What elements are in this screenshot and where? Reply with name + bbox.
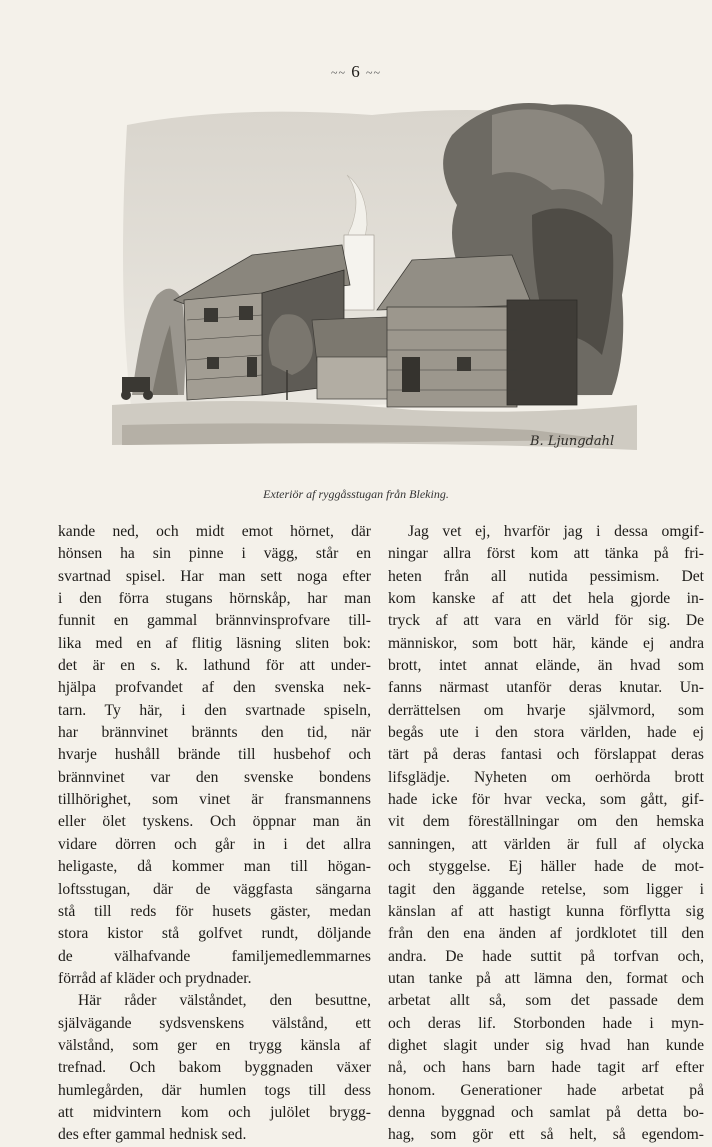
text-line: tagit den äggande retelse, som ligger i (388, 880, 704, 898)
text-line: heligaste, då kommer man till högan- (58, 858, 371, 876)
text-line: lifsglädje. Nyheten om oerhörda brott (388, 768, 704, 786)
text-line: ningar allra först kom att tänka på fri- (388, 545, 704, 563)
text-line: hönsen ha sin pinne i vägg, står en (58, 545, 371, 563)
text-line: människor, som bott här, kände ej andra (388, 634, 704, 652)
text-line: stora kistor stå golfvet rundt, döljande (58, 925, 371, 943)
text-line: hade icke för hvar vecka, som gått, gif- (388, 791, 704, 809)
text-line: denna byggnad och samlat på detta bo- (388, 1103, 704, 1121)
text-line: i den förra stugans hörnskåp, har man (58, 590, 371, 608)
text-line: vit dem föreställningar om den hemska (388, 813, 704, 831)
text-line: heten från all nutida pessimism. Det (388, 567, 704, 585)
ornament-right: ~~ (366, 65, 381, 80)
text-line: loftsstugan, där de väggfasta sängarna (58, 880, 371, 898)
text-line: hjälpa profvandet af den svenska nek- (58, 679, 371, 697)
text-line: kom kanske af att det hela gjorde in- (388, 590, 704, 608)
text-line: och deras lif. Storbonden hade i myn- (388, 1014, 704, 1032)
text-line: att midvintern kom och julölet brygg- (58, 1103, 371, 1121)
text-line: trefnad. Och bakom byggnaden växer (58, 1059, 371, 1077)
text-line: utan tanke på att lämna den, format och (388, 969, 704, 987)
text-line: hvarje hushåll brände till husbehof och (58, 746, 371, 764)
page-number: 6 (351, 62, 361, 81)
text-line: tryck af att vara en värld för sig. De (388, 612, 704, 630)
left-column (58, 521, 371, 1147)
text-line: Här råder välståndet, den besuttne, (78, 992, 371, 1010)
text-line: dighet slagit under sig hvad han kunde (388, 1036, 704, 1054)
text-line: humlegården, där humlen togs till dess (58, 1081, 371, 1099)
text-line: det är en s. k. lathund för att under- (58, 657, 371, 675)
text-line: fanns närmast utanför deras knutar. Un- (388, 679, 704, 697)
ornament-left: ~~ (331, 65, 346, 80)
text-line: de välhafvande familjemedlemmarnes (58, 947, 371, 965)
text-line: nå, och hans barn hade tagit arf efter (388, 1059, 704, 1077)
text-line: Jag vet ej, hvarför jag i dessa omgif- (408, 523, 704, 540)
text-line: välstånd, som ger en trygg känsla af (58, 1036, 371, 1054)
right-column (388, 521, 704, 1147)
text-line: brännvinet var den svenske bondens (58, 768, 371, 786)
text-line: självägande sydsvenskens välstånd, ett (58, 1014, 371, 1032)
text-line: tärt på deras fantasi och förslappat deras (388, 746, 704, 764)
text-line: brott, intet annat elände, än hvad som (388, 657, 704, 675)
text-line: vidare dörren och går in i det allra (58, 835, 371, 853)
text-line: andra. De hade suttit på torfvan och, (388, 947, 704, 965)
text-line: och styggelse. Ej häller hade de mot- (388, 858, 704, 876)
artist-signature: B. Ljungdahl (530, 434, 615, 449)
cottage-illustration (112, 95, 637, 480)
text-line: eller ölet tyskens. Och öppnar man än (58, 813, 371, 831)
text-line: derrättelsen om hvarje självmord, som (388, 701, 704, 719)
text-line: sanningen, att världen är full af olycka (388, 835, 704, 853)
text-line: begås ute i den stora världen, hade ej (388, 724, 704, 742)
text-line: funnit en gammal brännvinsprofvare till- (58, 612, 371, 630)
text-line: tarn. Ty här, i den svartnade spiseln, (58, 701, 371, 719)
figure-caption: Exteriör af ryggåsstugan från Bleking. (263, 487, 449, 501)
page-header (0, 62, 712, 82)
text-line: honom. Generationer hade arbetat på (388, 1081, 704, 1099)
text-line: stå till reds för husets gäster, medan (58, 902, 371, 920)
text-line: des efter gammal hednisk sed. (58, 1126, 247, 1144)
text-line: arbetat allt så, som det passade dem (388, 992, 704, 1010)
text-line: lika med en af flitig läsning sliten bok: (58, 634, 371, 652)
text-line: svartnad spisel. Har man sett noga efter (58, 567, 371, 585)
text-line: förråd af kläder och prydnader. (58, 969, 252, 987)
text-line: från den ena änden af jordklotet till den (388, 925, 704, 943)
text-line: hag, som gör ett så helt, så egendom- (388, 1126, 704, 1144)
text-line: tillhörighet, som vinet är fransmannens (58, 791, 371, 809)
text-line: känslan af att hastigt kunna förflytta sig (388, 902, 704, 920)
text-line: kande ned, och midt emot hörnet, där (58, 523, 371, 540)
text-line: har brännvinet brännts den tid, när (58, 724, 371, 742)
